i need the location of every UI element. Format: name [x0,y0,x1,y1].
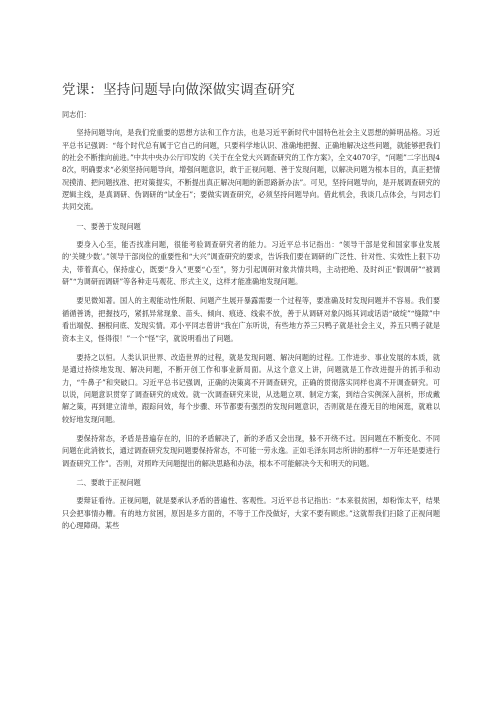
paragraph-1: 要身入心至，能否找准问题，很能考验调查研究者的能力。习近平总书记指出：“领导干部是党和国家事业发展的‘关键少数’。”领导干部岗位的重要性和“大兴”调查研究的要求，告诉我们要在调研的广泛性、针对性、实效性上狠下功夫，带着真心，保持虚心，既要“身入”更要“心至”，努力引起调研对象共情共鸣，主动把绝、及时纠正“假调研”“被调研”“为调研而调研”等各种走马观花、形式主义，这样才能准确地发现问题。 [62,240,440,287]
paragraph-intro: 坚持问题导向，是我们党重要的思想方法和工作方法，也是习近平新时代中国特色社会主义思想的鲜明品格。习近平总书记强调：“每个时代总有属于它自己的问题，只要科学地认识、准确地把握、正确地解决这些问题，就能够把我们的社会不断推向前进。”中共中央办公厅印发的《关于在全党大兴调查研究的工作方案》，全文4070字，“问题”二字出现48次，明确要求“必须坚持问题导向，增强问题意识，敢于正视问题、善于发现问题，以解决问题为根本目的，真正把情况摸清、把问题找准、把对策提实，不断提出真正解决问题的新思路新办法”。可见，坚持问题导向，是开展调查研究的逻辑主线，是真调研、伪调研的“试金石”；要做实调查研究，必须坚持问题导向。借此机会，我谈几点体会，与同志们共同交流。 [62,128,440,212]
page-title: 党课：坚持问题导向做深做实调查研究 [62,82,295,98]
paragraph-5: 要辩证看待。正视问题，就是要承认矛盾的普遍性、客观性。习近平总书记指出：“本来很贫困，却粉饰太平，结果只会把事情办糟。有的地方贫困，原因是多方面的，不等于工作没做好，大家不要有顾虑。”这就帮我们扫除了正视问题的心理障碍。某些 [62,496,440,530]
paragraph-4: 要保持常态，矛盾是普遍存在的，旧的矛盾解决了，新的矛盾又会出现，躲不开绕不过。因问题在不断变化、不同问题在此消彼长，通过调查研究发现问题要保持常态，不可能一劳永逸。正如毛泽东同志所讲的那样“一万年还是要进行调查研究工作”。否则，对照昨天问题提出的解决思路和办法，根本不可能解决今天和明天的问题。 [62,433,440,468]
section-heading-2: 二、要敢于正视问题 [76,477,141,487]
paragraph-3: 要持之以恒。人类认识世界、改造世界的过程，就是发现问题、解决问题的过程。工作进步、事业发展的本质，就是通过持续地发现、解决问题，不断开创工作和事业新局面。从这个意义上讲，问题就是工作改进提升的抓手和动力，“牛鼻子”和突破口。习近平总书记强调，正确的决策离不开调查研究，正确的贯彻落实同样也离不开调查研究。可以说，问题意识贯穿了调查研究的成效。就一次调查研究来说，从选题立项、制定方案，到结合实例深入剖析，形成戴解之策，再到建立清单，跟踪问效，每个步骤、环节都要有强烈的发现问题意识，否则就是在漫无目的地闲逛，就难以较好地发现问题。 [62,352,440,424]
paragraph-2: 要见微知著。国人的主观能动性所限、问题产生展开暴露需要一个过程等，要准确及时发现问题并不容易。我们要循循善诱，把握技巧，紧抓异常现象、苗头、倾向、痕迹、线索不放，善于从调研对象闪烁其词或话语“破绽”“缝隙”中看出端倪、捆根问底、发现实情。邓小平同志曾讲“我在广东听说，有些地方养三只鸭子就是社会主义，养五只鸭子就是资本主义，怪得很！”一个“怪”字，就说明看出了问题。 [62,296,440,343]
greeting: 同志们： [62,110,91,119]
document-body [62,109,440,539]
section-heading-1: 一、要善于发现问题 [76,221,141,231]
